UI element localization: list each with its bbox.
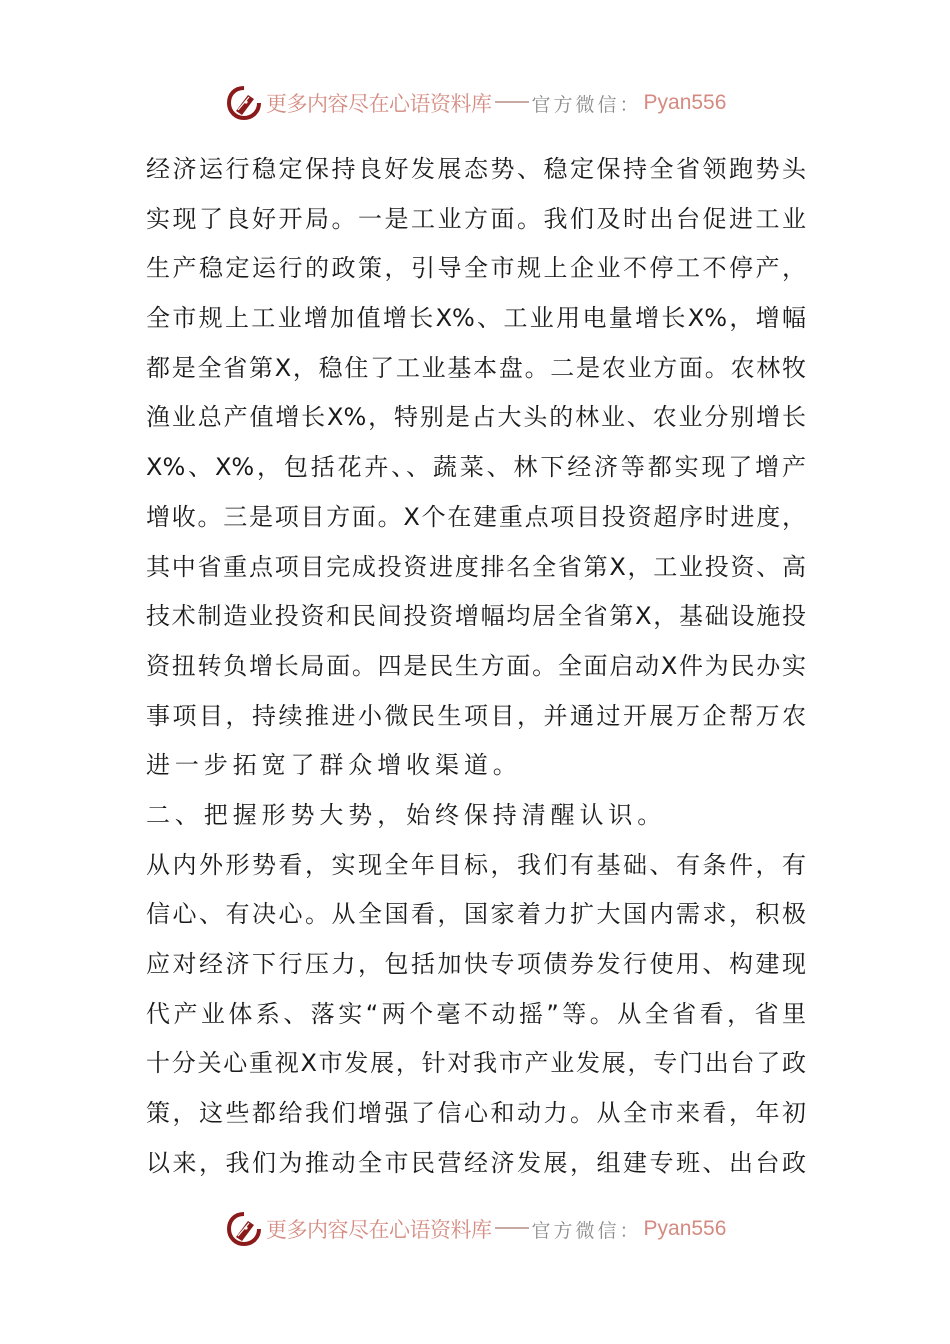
- document-body: [146, 149, 806, 1192]
- text-line: 都是全省第X，稳住了工业基本盘。二是农业方面。农林牧: [146, 353, 806, 382]
- text-line: 生产稳定运行的政策，引导全市规上企业不停工不停产，: [146, 254, 806, 283]
- text-line: 以来，我们为推动全市民营经济发展，组建专班、出台政: [146, 1148, 806, 1177]
- text-line: 资扭转负增长局面。四是民生方面。全面启动X件为民办实: [146, 651, 806, 680]
- text-line: 其中省重点项目完成投资进度排名全省第X，工业投资、高: [146, 552, 806, 581]
- watermark-official-label: 官方微信：: [531, 1219, 642, 1242]
- text-line: 事项目，持续推进小微民生项目，并通过开展万企帮万农: [146, 701, 806, 730]
- watermark-wechat-id: Pyan556: [643, 91, 727, 114]
- text-line: 全市规上工业增加值增长X%、工业用电量增长X%，增幅: [146, 304, 806, 333]
- text-line: 实现了良好开局。一是工业方面。我们及时出台促进工业: [146, 204, 806, 233]
- footer-watermark: [226, 1207, 726, 1251]
- text-line: 信心、有决心。从全国看，国家着力扩大国内需求，积极: [146, 900, 806, 929]
- watermark-dash: [495, 1227, 529, 1229]
- watermark-dash: [495, 101, 529, 103]
- text-line: 渔业总产值增长X%，特别是占大头的林业、农业分别增长: [146, 403, 806, 432]
- watermark-brand-text: 更多内容尽在心语资料库: [266, 92, 492, 116]
- watermark-official-label: 官方微信：: [531, 93, 642, 116]
- text-line: X%、X%，包括花卉、、蔬菜、林下经济等都实现了增产: [146, 453, 806, 482]
- text-line: 十分关心重视X市发展，针对我市产业发展，专门出台了政: [146, 1049, 806, 1078]
- header-watermark: [226, 81, 726, 125]
- pen-nib-logo-icon: [226, 85, 262, 121]
- watermark-wechat-id: Pyan556: [643, 1217, 727, 1240]
- text-line: 增收。三是项目方面。X个在建重点项目投资超序时进度，: [146, 502, 806, 531]
- pen-nib-logo-icon: [226, 1211, 262, 1247]
- text-line: 从内外形势看，实现全年目标，我们有基础、有条件，有: [146, 850, 806, 879]
- text-line: 代产业体系、落实“两个毫不动摇”等。从全省看，省里: [146, 999, 806, 1028]
- text-line: 技术制造业投资和民间投资增幅均居全省第X，基础设施投: [146, 602, 806, 631]
- text-line: 策，这些都给我们增强了信心和动力。从全市来看，年初: [146, 1099, 806, 1128]
- text-line: 进一步拓宽了群众增收渠道。: [146, 751, 522, 780]
- watermark-brand-text: 更多内容尽在心语资料库: [266, 1218, 492, 1242]
- text-line: 经济运行稳定保持良好发展态势、稳定保持全省领跑势头: [146, 155, 806, 183]
- text-line: 应对经济下行压力，包括加快专项债券发行使用、构建现: [146, 950, 806, 978]
- section-heading: 二、把握形势大势，始终保持清醒认识。: [146, 800, 667, 829]
